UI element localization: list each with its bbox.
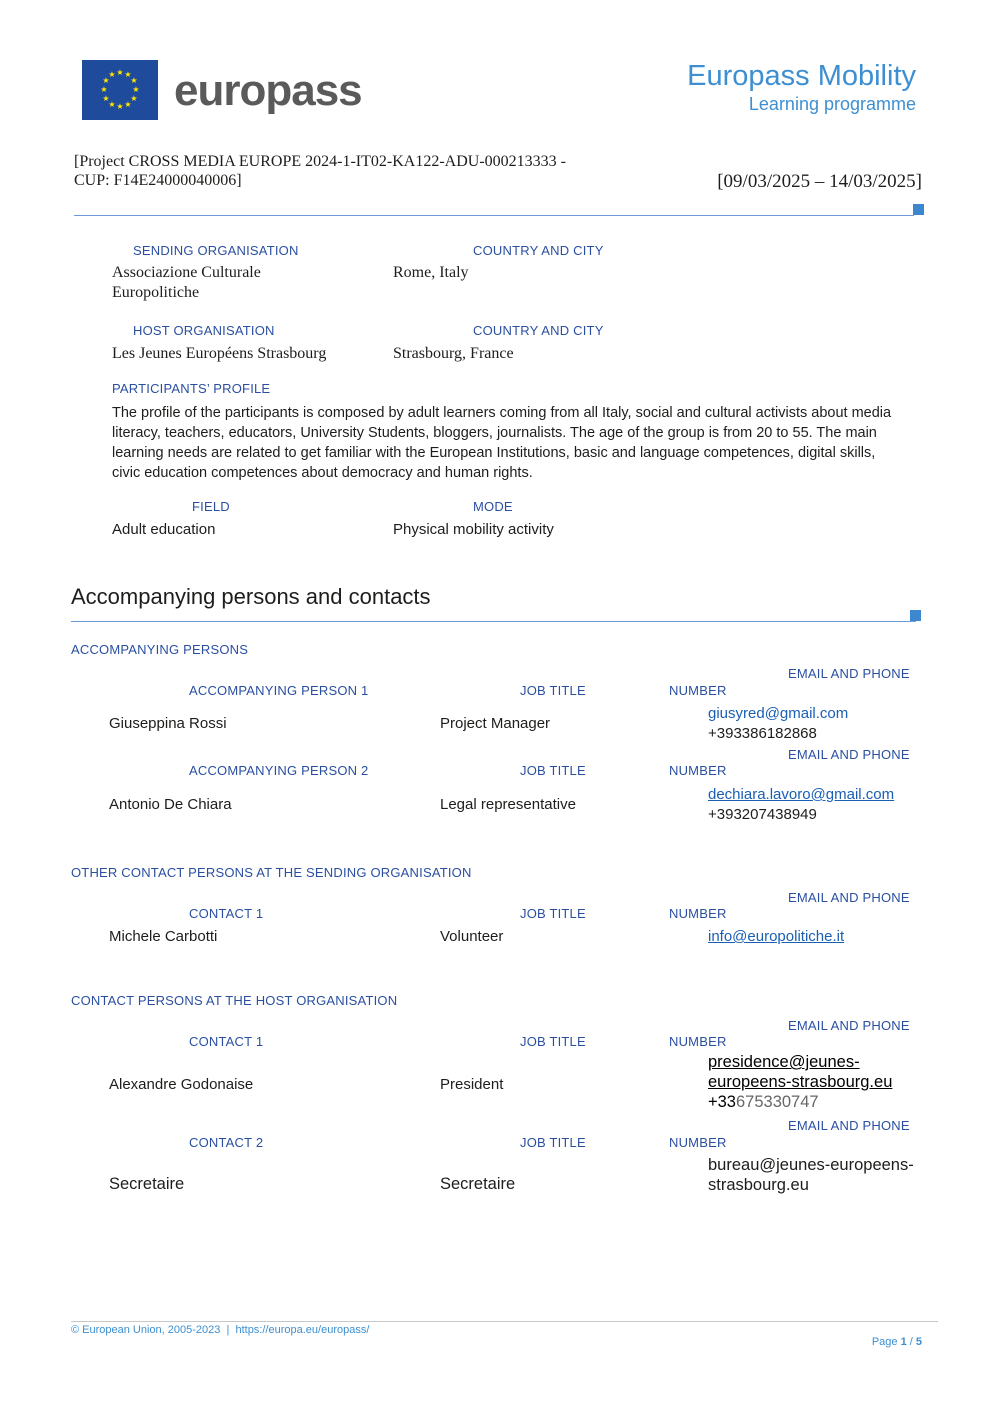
project-line-1: [Project CROSS MEDIA EUROPE 2024-1-IT02-KA122-ADU-000213333 -	[74, 153, 566, 170]
eu-flag-logo	[82, 60, 158, 120]
europass-logo-text: europass	[174, 66, 362, 115]
svg-text:★: ★	[124, 70, 132, 79]
svg-text:★: ★	[100, 85, 108, 94]
phone-number: 675330747	[736, 1093, 819, 1111]
contact-email	[708, 1155, 914, 1195]
svg-text:★: ★	[130, 76, 138, 85]
person-email[interactable]: giusyred@gmail.com	[708, 705, 849, 722]
person-phone: +393207438949	[708, 806, 817, 823]
email-line: bureau@jeunes-europeens-	[708, 1156, 914, 1174]
accompanying-person-label: ACCOMPANYING PERSON 2	[189, 763, 369, 778]
svg-text:★: ★	[102, 94, 110, 103]
contact-name: Secretaire	[109, 1175, 185, 1193]
svg-text:★: ★	[124, 100, 132, 109]
svg-text:★: ★	[132, 85, 140, 94]
profile-line: civic education competences about democracy and human rights.	[112, 465, 533, 481]
svg-text:★: ★	[108, 100, 116, 109]
footer-divider	[71, 1321, 938, 1322]
contact-job: Secretaire	[440, 1175, 516, 1193]
document-title: Europass Mobility	[687, 60, 916, 92]
person-name: Antonio De Chiara	[109, 796, 232, 813]
svg-text:★: ★	[116, 102, 124, 111]
number-label: NUMBER	[669, 906, 727, 921]
header-divider-square	[913, 204, 924, 215]
job-title-label: JOB TITLE	[520, 1135, 586, 1150]
job-title-label: JOB TITLE	[520, 906, 586, 921]
header-divider	[74, 215, 914, 216]
project-line-2: CUP: F14E24000040006]	[74, 172, 242, 189]
host-organisation-label: HOST ORGANISATION	[133, 323, 275, 338]
profile-line: learning needs are related to get familiar with the European Institutions, basic and language competences, digital skills,	[112, 445, 876, 461]
field-value: Adult education	[112, 521, 216, 538]
accompanying-persons-heading: ACCOMPANYING PERSONS	[71, 642, 249, 657]
project-dates: [09/03/2025 – 14/03/2025]	[717, 171, 922, 192]
participants-profile-text	[112, 403, 932, 483]
document-subtitle: Learning programme	[748, 94, 916, 114]
email-phone-label: EMAIL AND PHONE	[788, 890, 910, 905]
contact-email-link[interactable]	[708, 1052, 892, 1112]
contact-label: CONTACT 1	[189, 1034, 264, 1049]
page-current: 1	[900, 1336, 907, 1348]
section-title: Accompanying persons and contacts	[71, 584, 431, 609]
profile-line: literacy, teachers, educators, University Students, bloggers, journalists. The age of the group is from 20 to 55. The main	[112, 425, 877, 441]
job-title-label: JOB TITLE	[520, 763, 586, 778]
mode-value: Physical mobility activity	[393, 521, 554, 538]
sending-contacts-heading: OTHER CONTACT PERSONS AT THE SENDING ORGANISATION	[71, 865, 472, 880]
field-label: FIELD	[192, 499, 230, 514]
contact-job: Volunteer	[440, 928, 504, 945]
svg-text:★: ★	[102, 76, 110, 85]
email-phone-label: EMAIL AND PHONE	[788, 666, 910, 681]
email-line[interactable]: presidence@jeunes-	[708, 1053, 860, 1071]
participants-profile-label: PARTICIPANTS’ PROFILE	[112, 381, 271, 396]
sending-country-label: COUNTRY AND CITY	[473, 243, 604, 258]
contact-email-link[interactable]: info@europolitiche.it	[708, 928, 845, 945]
accompanying-person-label: ACCOMPANYING PERSON 1	[189, 683, 369, 698]
section-divider-square	[910, 610, 921, 621]
email-line: strasbourg.eu	[708, 1176, 809, 1194]
person-email-link[interactable]: dechiara.lavoro@gmail.com	[708, 786, 895, 803]
footer-page-number	[866, 1324, 922, 1348]
person-name: Giuseppina Rossi	[109, 715, 227, 732]
footer-copyright: © European Union, 2005-2023 | https://europa.eu/europass/	[71, 1324, 370, 1336]
contact-label: CONTACT 1	[189, 906, 264, 921]
svg-text:★: ★	[116, 68, 124, 77]
contact-label: CONTACT 2	[189, 1135, 264, 1150]
page-separator: /	[906, 1336, 916, 1348]
host-contacts-heading: CONTACT PERSONS AT THE HOST ORGANISATION	[71, 993, 398, 1008]
sending-organisation-label: SENDING ORGANISATION	[133, 243, 299, 258]
host-city: Strasbourg, France	[393, 345, 514, 362]
email-phone-label: EMAIL AND PHONE	[788, 747, 910, 762]
section-divider	[71, 621, 916, 622]
mode-label: MODE	[473, 499, 513, 514]
profile-line: The profile of the participants is composed by adult learners coming from all Italy, social and cultural activists about media	[112, 405, 892, 421]
svg-text:★: ★	[130, 94, 138, 103]
number-label: NUMBER	[669, 683, 727, 698]
person-job: Project Manager	[440, 715, 551, 732]
contact-phone	[708, 1092, 892, 1112]
person-job: Legal representative	[440, 796, 576, 813]
email-line[interactable]: europeens-strasbourg.eu	[708, 1073, 893, 1091]
sending-organisation-name-2: Europolitiche	[112, 284, 200, 301]
email-phone-label: EMAIL AND PHONE	[788, 1018, 910, 1033]
contact-name: Alexandre Godonaise	[109, 1076, 254, 1093]
page-prefix: Page	[871, 1336, 901, 1348]
phone-prefix: +33	[708, 1093, 736, 1111]
number-label: NUMBER	[669, 1034, 727, 1049]
job-title-label: JOB TITLE	[520, 683, 586, 698]
job-title-label: JOB TITLE	[520, 1034, 586, 1049]
host-country-label: COUNTRY AND CITY	[473, 323, 604, 338]
contact-name: Michele Carbotti	[109, 928, 218, 945]
number-label: NUMBER	[669, 1135, 727, 1150]
page-total: 5	[915, 1336, 922, 1348]
svg-text:★: ★	[108, 70, 116, 79]
contact-job: President	[440, 1076, 504, 1093]
eu-stars-icon	[82, 60, 158, 120]
sending-city: Rome, Italy	[393, 264, 469, 281]
email-phone-label: EMAIL AND PHONE	[788, 1118, 910, 1133]
sending-organisation-name-1: Associazione Culturale	[112, 264, 261, 281]
person-phone: +393386182868	[708, 725, 817, 742]
host-organisation-name: Les Jeunes Européens Strasbourg	[112, 345, 327, 362]
number-label: NUMBER	[669, 763, 727, 778]
